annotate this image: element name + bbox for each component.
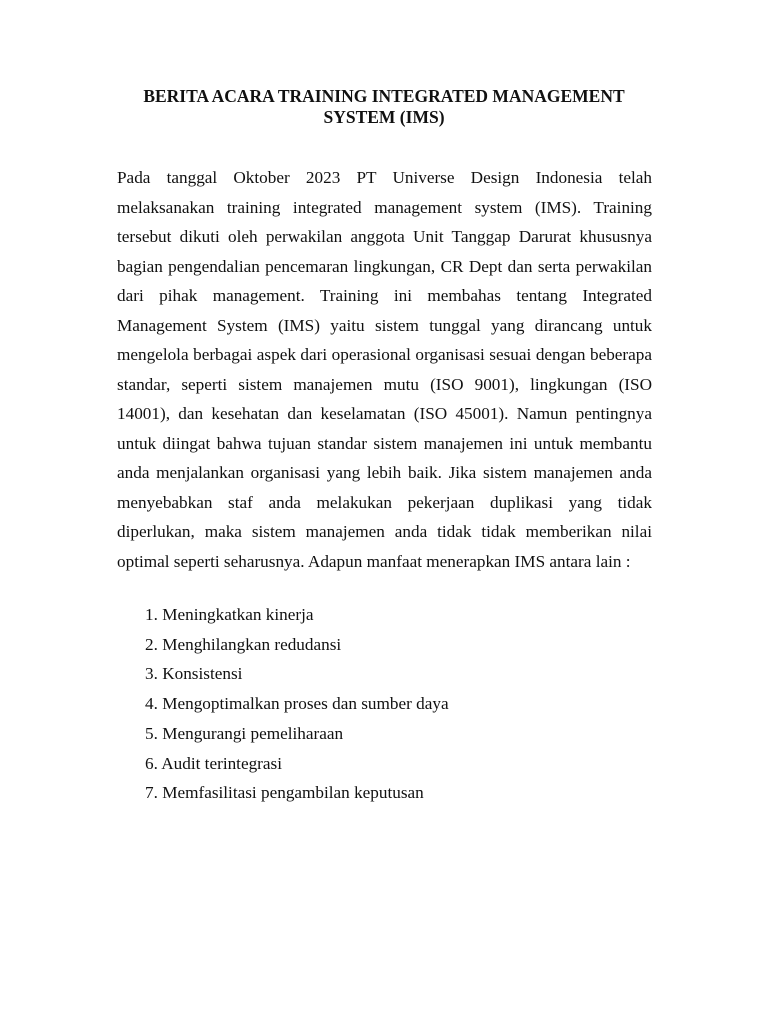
- title-line-2: SYSTEM (IMS): [323, 107, 445, 127]
- list-item: 5. Mengurangi pemeliharaan: [145, 723, 344, 743]
- list-item: 3. Konsistensi: [145, 664, 243, 684]
- list-item: 4. Mengoptimalkan proses dan sumber daya: [145, 694, 449, 714]
- list-item: 7. Memfasilitasi pengambilan keputusan: [145, 783, 424, 803]
- body-paragraph: Pada tanggal Oktober 2023 PT Universe Design Indonesia telah melaksanakan training integrated management system (IMS). Training tersebut dikuti oleh perwakilan anggota Unit Tanggap Darurat khususnya bagian pengendalian pencemaran lingkungan, CR Dept dan serta perwakilan dari pihak management. Training ini membahas tentang Integrated Management System (IMS) yaitu sistem tunggal yang dirancang untuk mengelola berbagai aspek dari operasional organisasi sesuai dengan beberapa standar, seperti sistem manajemen mutu (ISO 9001), lingkungan (ISO 14001), dan kesehatan dan keselamatan (ISO 45001). Namun pentingnya untuk diingat bahwa tujuan standar sistem manajemen ini untuk membantu anda menjalankan organisasi yang lebih baik. Jika sistem manajemen anda menyebabkan staf anda melakukan pekerjaan duplikasi yang tidak diperlukan, maka sistem manajemen anda tidak tidak memberikan nilai optimal seperti seharusnya. Adapun manfaat menerapkan IMS antara lain :: [117, 168, 652, 571]
- list-item: 1. Meningkatkan kinerja: [145, 605, 314, 624]
- list-item: 2. Menghilangkan redudansi: [145, 634, 342, 654]
- benefits-list: [145, 600, 449, 808]
- document-title: [100, 86, 668, 128]
- list-item: 6. Audit terintegrasi: [145, 753, 282, 773]
- title-line-1: BERITA ACARA TRAINING INTEGRATED MANAGEMENT: [143, 86, 625, 106]
